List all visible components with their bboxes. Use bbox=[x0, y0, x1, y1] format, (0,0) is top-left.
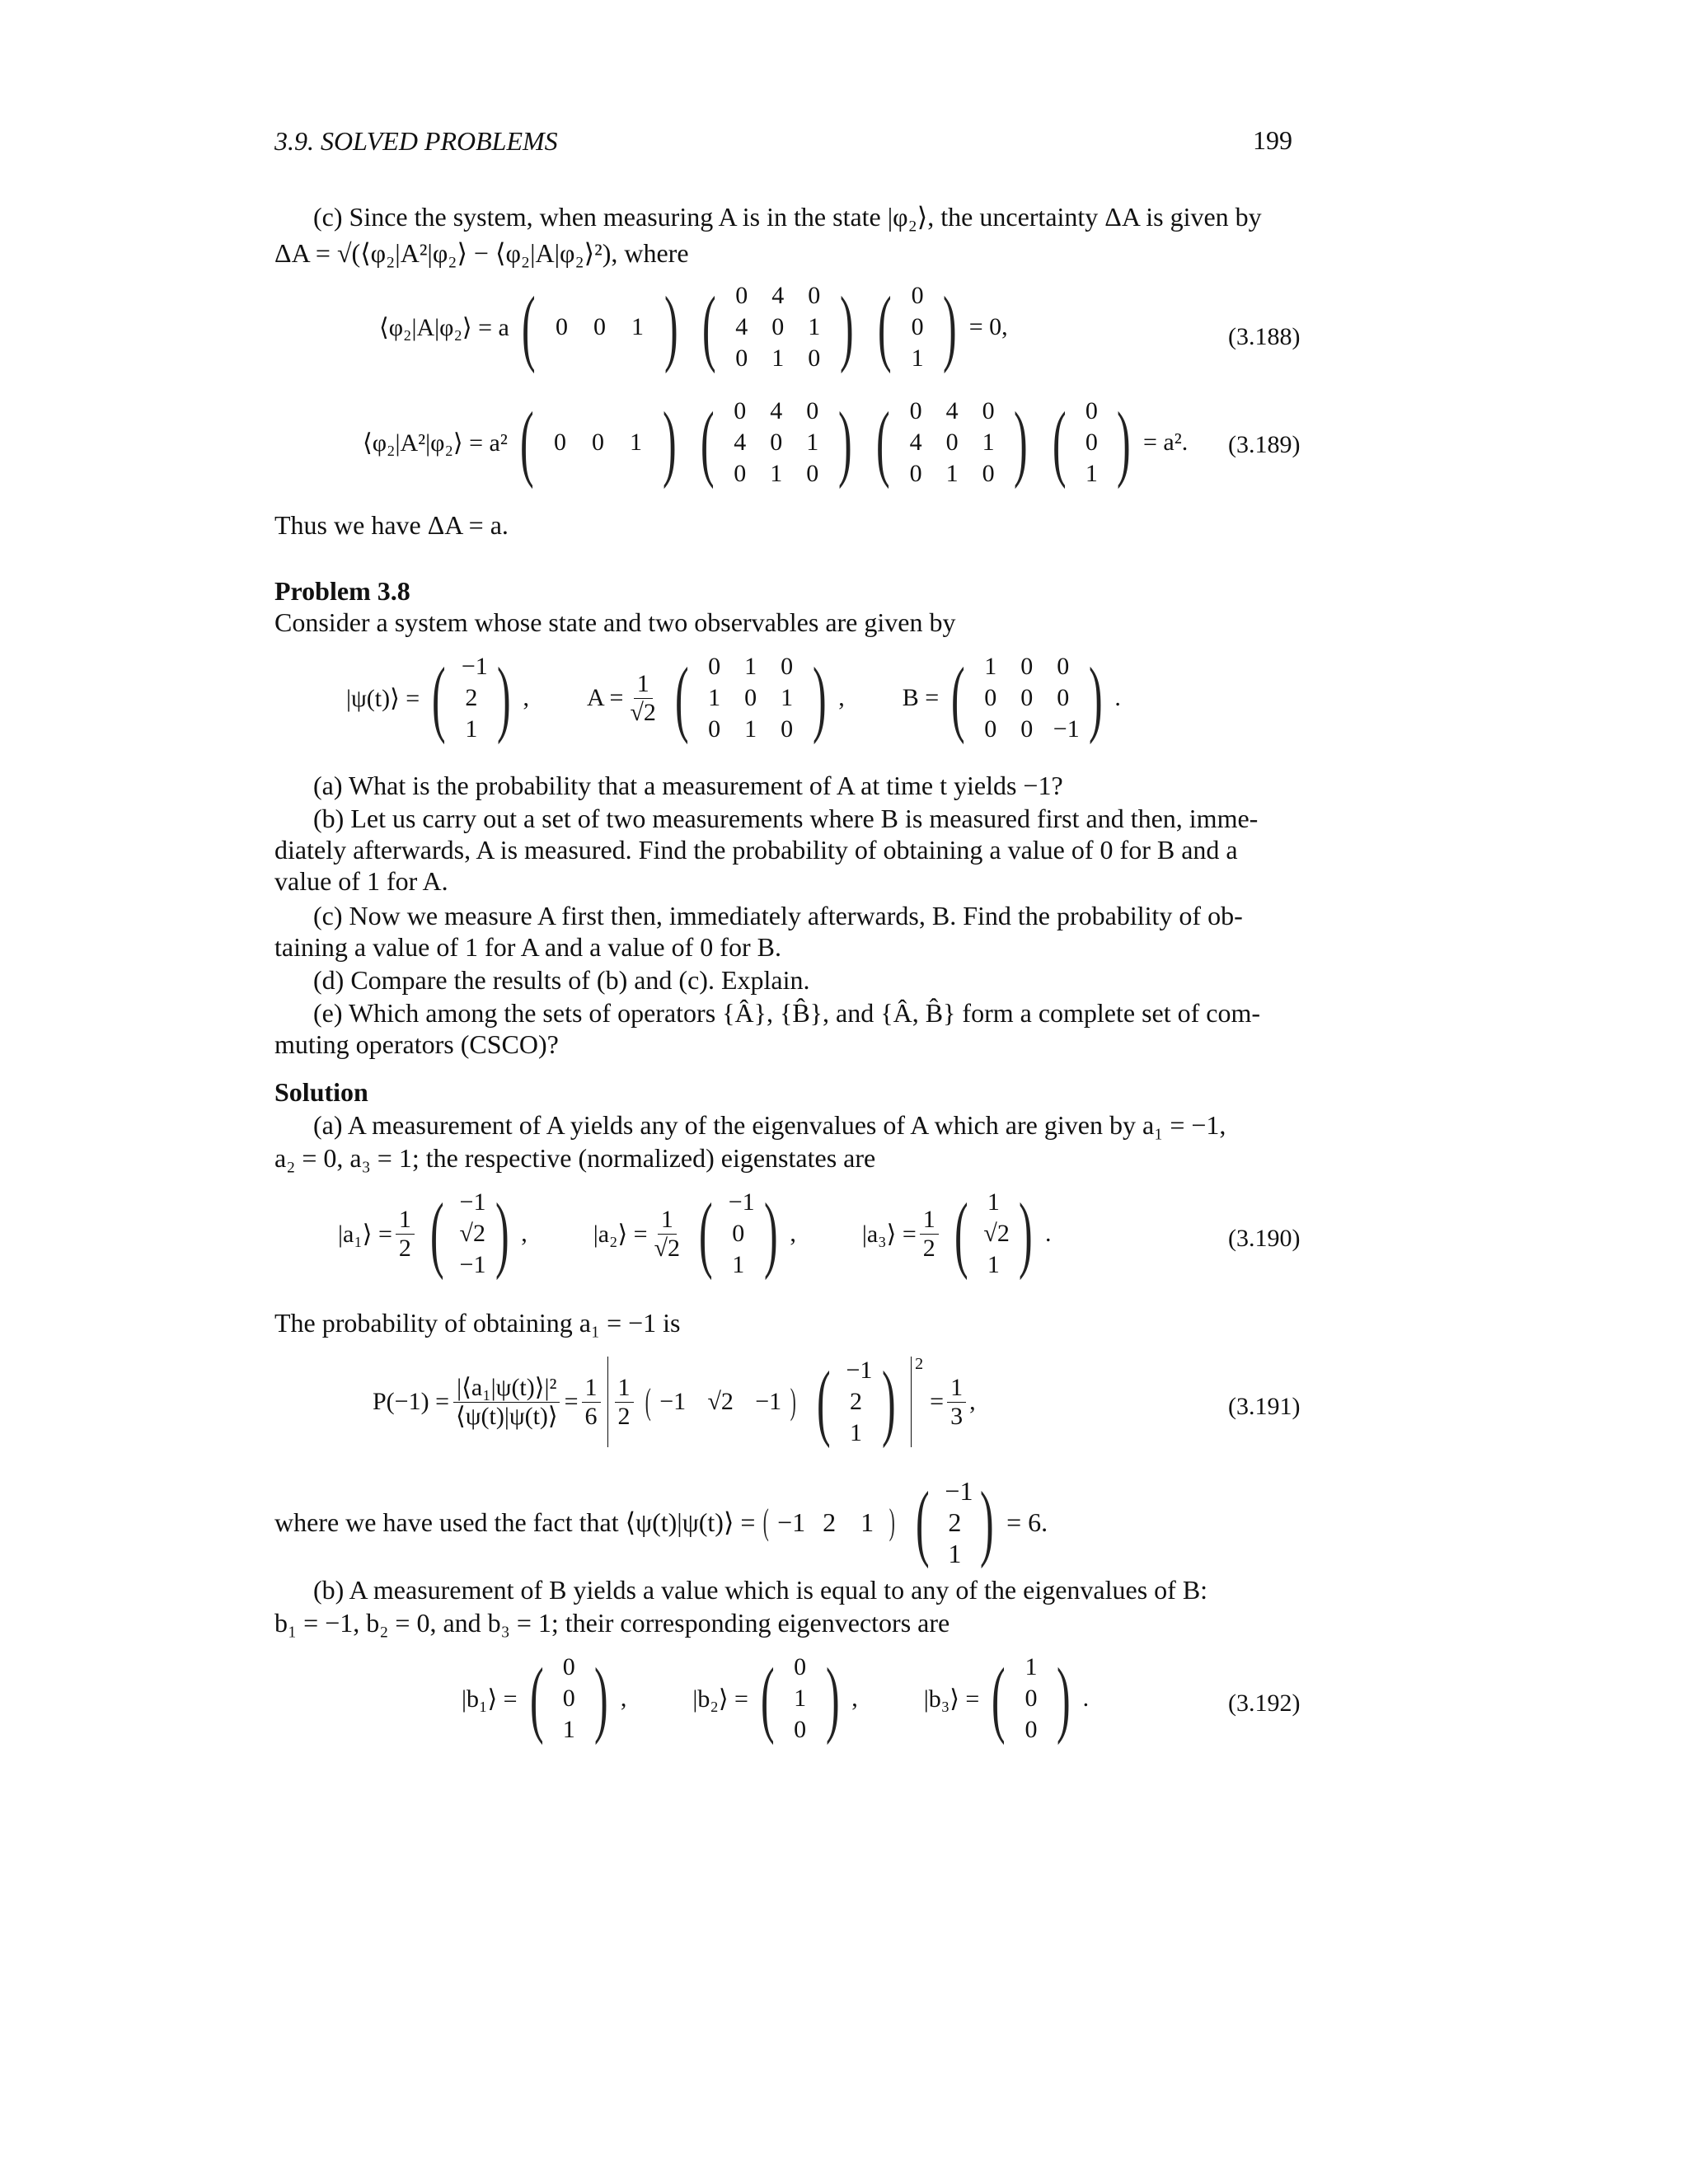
cell: 1 bbox=[948, 1538, 962, 1568]
cell: 1 bbox=[911, 344, 924, 372]
cell: 0 bbox=[735, 344, 748, 372]
cell: 1 bbox=[987, 1251, 1000, 1278]
column-vector: ( −1 2 1 ) bbox=[816, 1354, 896, 1449]
eq-lhs: ⟨φ₂|A²|φ₂⟩ = a² bbox=[363, 429, 508, 457]
paragraph-line: (b) A measurement of B yields a value which is equal to any of the eigenvalues of B: bbox=[313, 1575, 1208, 1605]
cell: 0 bbox=[806, 460, 819, 487]
cell: 1 bbox=[860, 1507, 874, 1537]
cell: 0 bbox=[734, 460, 747, 487]
cell: 0 bbox=[554, 429, 566, 456]
eq-lhs: P(−1) = bbox=[373, 1388, 450, 1415]
paragraph-line: value of 1 for A. bbox=[274, 866, 448, 896]
paragraph-line: (e) Which among the sets of operators {Â}, {B̂}, and {Â, B̂} form a complete set of com- bbox=[313, 998, 1261, 1028]
cell: −1 bbox=[846, 1357, 873, 1384]
cell: 0 bbox=[1057, 653, 1070, 680]
cell: 0 bbox=[708, 653, 721, 680]
matrix: ( 0 4 0 4 0 1 0 1 0 ) bbox=[701, 395, 852, 490]
paragraph-line: (a) A measurement of A yields any of the eigenvalues of A which are given by a₁ = −1, bbox=[313, 1110, 1226, 1140]
cell: −1 bbox=[459, 1188, 486, 1216]
paragraph-line: (b) Let us carry out a set of two measurements where B is measured first and then, imme- bbox=[313, 804, 1259, 833]
cell: −1 bbox=[659, 1388, 687, 1415]
equation-3-191: P(−1) = $\frac{\text{|⟨a₁|ψ(t)⟩|²}}{⟨\psi(t)|\psi(t)⟩}$ = $\frac{1}{6}$ $\frac{1}{2}$ ( −1 √2 −1 ) ( −1 2 1 ) $^2$ = $\frac{1}{3}$ , bbox=[373, 1354, 976, 1449]
paragraph-line: (c) Now we measure A first then, immediately afterwards, B. Find the probability of ob- bbox=[313, 901, 1243, 930]
ket-b1-lhs: |b₁⟩ = bbox=[462, 1685, 518, 1713]
cell: 1 bbox=[1025, 1653, 1038, 1680]
equation-number: (3.192) bbox=[1228, 1690, 1301, 1717]
cell: 1 bbox=[744, 653, 757, 680]
cell: 1 bbox=[732, 1251, 745, 1278]
cell: 2 bbox=[465, 684, 478, 711]
cell: √2 bbox=[459, 1220, 486, 1247]
cell: 1 bbox=[794, 1685, 807, 1712]
cell: 2 bbox=[850, 1388, 862, 1415]
cell: 4 bbox=[735, 313, 748, 340]
column-vector: ( 0 0 1 ) bbox=[878, 279, 957, 374]
cell: 0 bbox=[1025, 1685, 1038, 1712]
cell: 1 bbox=[771, 344, 785, 372]
fraction: $\frac{1}{6}$ bbox=[582, 1374, 601, 1431]
cell: 0 bbox=[808, 282, 821, 309]
cell: 0 bbox=[982, 460, 995, 487]
cell: 4 bbox=[945, 397, 959, 424]
paragraph-line: Consider a system whose state and two observables are given by bbox=[274, 607, 956, 637]
paragraph-line: a₂ = 0, a₃ = 1; the respective (normalized) eigenstates are bbox=[274, 1143, 876, 1173]
cell: −1 bbox=[777, 1507, 806, 1537]
equation-number: (3.189) bbox=[1228, 431, 1301, 458]
cell: √2 bbox=[707, 1388, 734, 1415]
column-vector: ( −1 √2 −1 ) bbox=[429, 1186, 509, 1281]
cell: 1 bbox=[465, 715, 478, 743]
cell: 0 bbox=[708, 715, 721, 743]
equation-number: (3.188) bbox=[1228, 323, 1301, 350]
paragraph-line: diately afterwards, A is measured. Find the probability of obtaining a value of 0 for B and a bbox=[274, 835, 1238, 865]
column-vector: ( 1 0 0 ) bbox=[992, 1651, 1071, 1746]
equation-number: (3.191) bbox=[1228, 1393, 1301, 1420]
cell: 1 bbox=[984, 653, 997, 680]
ket-a3-lhs: |a₃⟩ = bbox=[861, 1220, 917, 1248]
running-head: 3.9. SOLVED PROBLEMS bbox=[274, 126, 558, 156]
cell: 1 bbox=[808, 313, 821, 340]
column-vector: ( 0 0 1 ) bbox=[529, 1651, 608, 1746]
cell: 4 bbox=[770, 397, 783, 424]
cell: 0 bbox=[592, 429, 604, 456]
cell: 0 bbox=[1025, 1716, 1038, 1743]
equation-3-190: |a₁⟩ = $\frac{1}{2}$ ( −1 √2 −1 ) , |a₂⟩ = $\frac{1}{√2}$ ( −1 0 1 ) , |a₃⟩ = $\frac{1}{2}$ ( 1 √2 1 ) . bbox=[338, 1186, 1052, 1281]
abs-bar bbox=[911, 1357, 912, 1447]
cell: 0 bbox=[808, 344, 821, 372]
abs-bar bbox=[607, 1357, 608, 1447]
matrix: ( 1 0 0 0 0 0 0 0 −1 ) bbox=[951, 650, 1103, 745]
paragraph-line: muting operators (CSCO)? bbox=[274, 1029, 559, 1059]
cell: √2 bbox=[983, 1220, 1010, 1247]
paragraph-line: (c) Since the system, when measuring A is in the state |φ₂⟩, the uncertainty ΔA is given by bbox=[313, 202, 1262, 232]
exponent: 2 bbox=[915, 1355, 924, 1373]
equation-number: (3.190) bbox=[1228, 1225, 1301, 1252]
column-vector: ( −1 2 1 ) bbox=[432, 650, 511, 745]
paragraph-line: b₁ = −1, b₂ = 0, and b₃ = 1; their corresponding eigenvectors are bbox=[274, 1608, 950, 1638]
eq-rhs: = 0, bbox=[968, 313, 1008, 340]
ket-a2-lhs: |a₂⟩ = bbox=[593, 1220, 648, 1248]
cell: 1 bbox=[850, 1419, 862, 1446]
equation-3-188 bbox=[379, 280, 1008, 374]
equation-3-192: |b₁⟩ = ( 0 0 1 ) , |b₂⟩ = ( 0 1 0 ) , |b₃⟩ = ( 1 0 0 ) . bbox=[462, 1651, 1090, 1746]
A-lhs: A = bbox=[587, 684, 624, 711]
column-vector: ( 0 0 1 ) bbox=[1052, 395, 1131, 490]
paragraph-line: The probability of obtaining a₁ = −1 is bbox=[274, 1308, 681, 1338]
page-number: 199 bbox=[1253, 125, 1292, 155]
cell: 4 bbox=[771, 282, 785, 309]
cell: 1 bbox=[1085, 460, 1098, 487]
cell: 0 bbox=[909, 397, 922, 424]
row-vector: ( 0 0 1 ) bbox=[521, 279, 678, 374]
cell: 0 bbox=[562, 1685, 575, 1712]
row-vector: ( −1 2 1 ) bbox=[763, 1502, 895, 1542]
cell: 2 bbox=[823, 1507, 837, 1537]
paragraph-line: (d) Compare the results of (b) and (c). Explain. bbox=[313, 965, 810, 995]
cell: −1 bbox=[461, 653, 488, 680]
cell: 0 bbox=[1020, 715, 1034, 743]
fraction: $\frac{1}{2}$ bbox=[615, 1374, 634, 1431]
cell: 0 bbox=[781, 653, 794, 680]
ket-a1-lhs: |a₁⟩ = bbox=[338, 1220, 392, 1248]
cell: 0 bbox=[1085, 429, 1098, 456]
cell: 0 bbox=[1085, 397, 1098, 424]
column-vector: ( −1 0 1 ) bbox=[699, 1186, 778, 1281]
matrix: ( 0 4 0 4 0 1 0 1 0 ) bbox=[702, 279, 854, 374]
cell: 0 bbox=[794, 1716, 807, 1743]
fraction: $\frac{1}{3}$ bbox=[947, 1374, 966, 1431]
cell: 0 bbox=[1020, 653, 1034, 680]
cell: 0 bbox=[1020, 684, 1034, 711]
cell: 0 bbox=[984, 684, 997, 711]
matrix: ( 0 1 0 1 0 1 0 1 0 ) bbox=[674, 650, 827, 745]
cell: 0 bbox=[806, 397, 819, 424]
cell: 0 bbox=[984, 715, 997, 743]
cell: −1 bbox=[755, 1388, 782, 1415]
row-vector: ( 0 0 1 ) bbox=[519, 395, 677, 490]
equation-3-189 bbox=[363, 396, 1188, 490]
cell: 0 bbox=[744, 684, 757, 711]
paragraph-line: (a) What is the probability that a measurement of A at time t yields −1? bbox=[313, 771, 1063, 800]
cell: 0 bbox=[771, 313, 785, 340]
solution-title: Solution bbox=[274, 1077, 368, 1107]
cell: −1 bbox=[459, 1251, 486, 1278]
cell: 0 bbox=[982, 397, 995, 424]
cell: 0 bbox=[593, 313, 607, 340]
cell: 1 bbox=[708, 684, 721, 711]
ket-b3-lhs: |b₃⟩ = bbox=[923, 1685, 980, 1713]
B-lhs: B = bbox=[902, 684, 940, 711]
fact-text: where we have used the fact that ⟨ψ(t)|ψ(t)⟩ = bbox=[274, 1507, 756, 1537]
ket-b2-lhs: |b₂⟩ = bbox=[692, 1685, 748, 1713]
cell: 0 bbox=[1057, 684, 1070, 711]
state-and-observables: |ψ(t)⟩ = ( −1 2 1 ) , A = $\frac{1}{√2}$ ( 0 1 0 1 0 1 0 1 0 ) , B = ( 1 0 0 0 0 0 0 0 −1 ) . bbox=[346, 650, 1121, 745]
cell: 0 bbox=[945, 429, 959, 456]
column-vector: ( 0 1 0 ) bbox=[760, 1651, 840, 1746]
cell: 0 bbox=[794, 1653, 807, 1680]
cell: 1 bbox=[630, 429, 642, 456]
cell: 1 bbox=[744, 715, 757, 743]
cell: 2 bbox=[948, 1507, 962, 1537]
cell: 1 bbox=[770, 460, 783, 487]
cell: 4 bbox=[734, 429, 747, 456]
cell: 0 bbox=[911, 282, 924, 309]
cell: 1 bbox=[982, 429, 995, 456]
cell: −1 bbox=[1053, 715, 1080, 743]
fraction: $\frac{1}{2}$ bbox=[396, 1206, 415, 1263]
paragraph-line: ΔA = √(⟨φ₂|A²|φ₂⟩ − ⟨φ₂|A|φ₂⟩²), where bbox=[274, 238, 689, 268]
cell: 1 bbox=[987, 1188, 1000, 1216]
cell: 1 bbox=[945, 460, 959, 487]
cell: 0 bbox=[909, 460, 922, 487]
cell: 1 bbox=[631, 313, 645, 340]
cell: −1 bbox=[945, 1475, 973, 1506]
fact-equation bbox=[274, 1475, 1048, 1569]
eq-lhs: ⟨φ₂|A|φ₂⟩ = a bbox=[379, 313, 509, 341]
cell: 0 bbox=[732, 1220, 745, 1247]
cell: 0 bbox=[556, 313, 569, 340]
fraction: $\frac{1}{√2}$ bbox=[654, 1205, 681, 1262]
paragraph-line: Thus we have ΔA = a. bbox=[274, 510, 509, 540]
column-vector: ( 1 √2 1 ) bbox=[954, 1186, 1034, 1281]
matrix: ( 0 4 0 4 0 1 0 1 0 ) bbox=[876, 395, 1028, 490]
cell: 1 bbox=[562, 1716, 575, 1743]
cell: 1 bbox=[781, 684, 794, 711]
cell: 0 bbox=[911, 313, 924, 340]
fraction: $\frac{1}{√2}$ bbox=[630, 669, 656, 726]
paragraph-line: taining a value of 1 for A and a value of 0 for B. bbox=[274, 932, 781, 962]
psi-lhs: |ψ(t)⟩ = bbox=[346, 684, 420, 712]
cell: 0 bbox=[770, 429, 783, 456]
row-vector: ( −1 √2 −1 ) bbox=[645, 1381, 797, 1422]
cell: 4 bbox=[909, 429, 922, 456]
eq-rhs: = a². bbox=[1142, 429, 1189, 456]
problem-title: Problem 3.8 bbox=[274, 576, 410, 606]
cell: 0 bbox=[781, 715, 794, 743]
cell: 1 bbox=[806, 429, 819, 456]
cell: 0 bbox=[562, 1653, 575, 1680]
column-vector: ( −1 2 1 ) bbox=[915, 1474, 995, 1569]
cell: −1 bbox=[728, 1188, 755, 1216]
cell: 0 bbox=[735, 282, 748, 309]
fraction: $\frac{1}{2}$ bbox=[920, 1206, 939, 1263]
cell: 0 bbox=[734, 397, 747, 424]
fraction: $\frac{\text{|⟨a₁|ψ(t)⟩|²}}{⟨\psi(t)|\psi(t)⟩}$ bbox=[452, 1374, 561, 1431]
fact-result: = 6. bbox=[1006, 1507, 1048, 1537]
